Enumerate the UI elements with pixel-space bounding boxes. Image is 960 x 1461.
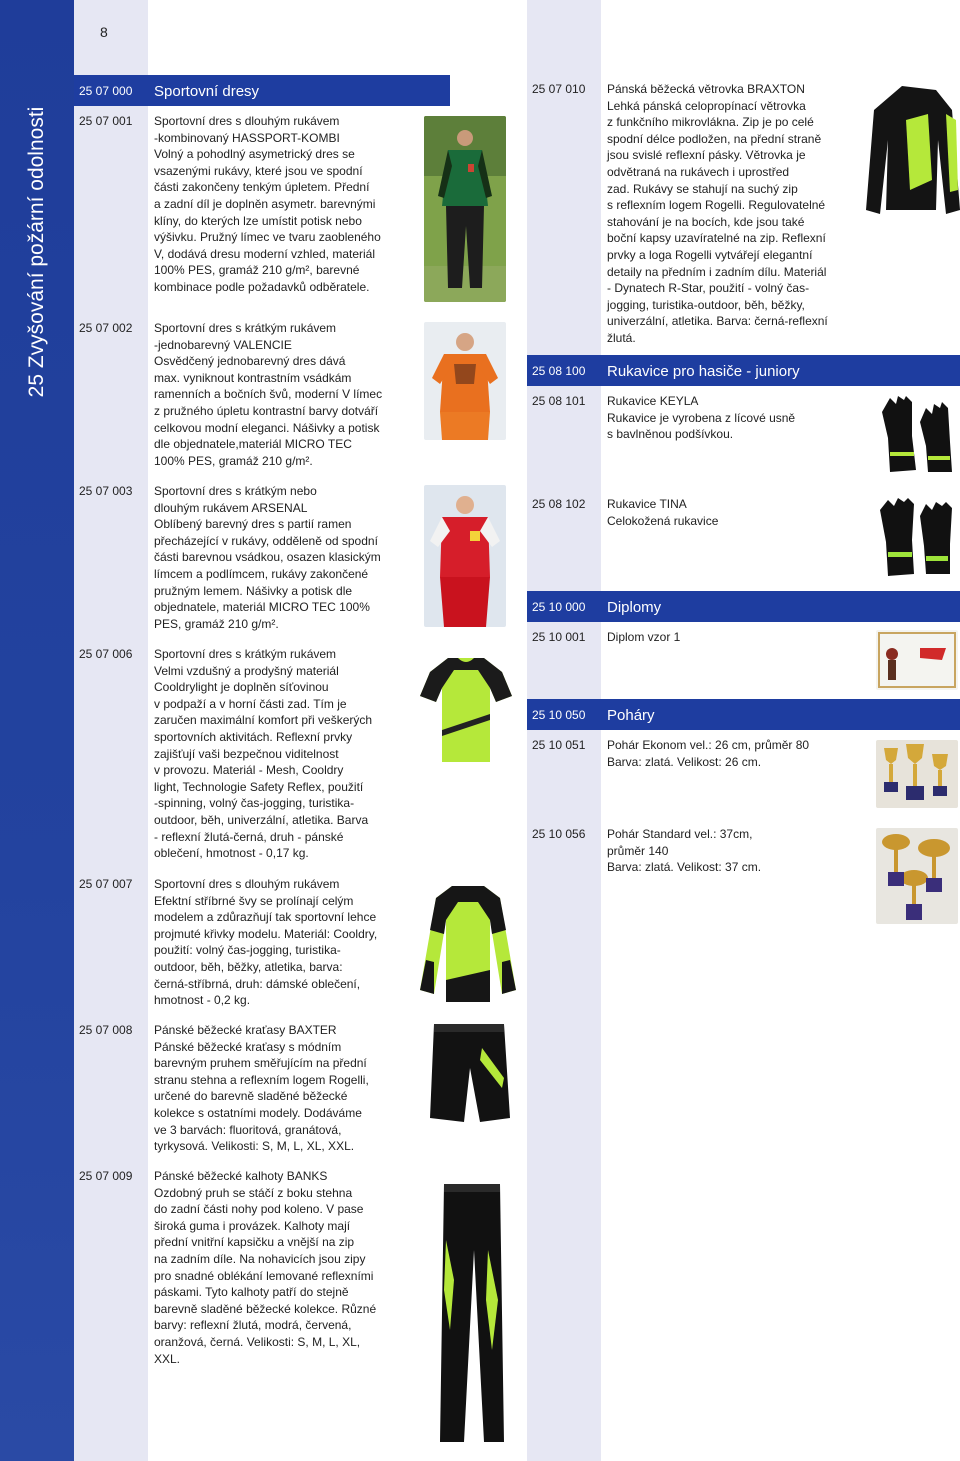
description-line: kolekce s ostatními modely. Dodáváme <box>154 1105 362 1120</box>
item-code: 25 07 006 <box>79 647 133 661</box>
description-line: tyrkysová. Velikosti: S, M, L, XL, XXL. <box>154 1139 355 1154</box>
photo-rukavice-keyla <box>876 392 956 474</box>
description-line: pro snadné oblékání lemované reflexními <box>154 1268 374 1283</box>
description-line: černá-stříbrná, druh: dámské oblečení, <box>154 976 361 991</box>
description-line: na zadním díle. Na nohavicích jsou zipy <box>154 1251 366 1266</box>
section-bar-diplomy <box>527 591 960 622</box>
description-line: stranu stehna a reflexním logem Rogelli, <box>154 1072 369 1087</box>
photo-dres-dlouhy-rukav <box>418 880 518 1008</box>
sidebar-title: 25 Zvyšování požární odolnosti <box>25 106 48 398</box>
photo-dres-hassport <box>424 116 506 302</box>
description-line: oblečení, hmotnost - 0,17 kg. <box>154 846 309 861</box>
description-line: -jednobarevný VALENCIE <box>154 337 292 352</box>
item-code: 25 07 007 <box>79 877 133 891</box>
description-line: Sportovní dres s dlouhým rukávem <box>154 114 340 128</box>
description-line: páskami. Tyto kalhoty patří do stejně <box>154 1285 349 1300</box>
description-line: -spinning, volný čas-jogging, turistika- <box>154 796 355 811</box>
description-line: odvětraná na rukávech i uprostřed <box>607 164 790 179</box>
description-line: jogging, turistika-outdoor, běh, běžky, <box>607 297 805 312</box>
description-line: v provozu. Materiál - Mesh, Cooldry <box>154 763 344 778</box>
section-title: Rukavice pro hasiče - juniory <box>607 363 800 380</box>
item-description <box>154 320 419 469</box>
description-line: části zakončeny tenkým úpletem. Přední <box>154 180 370 195</box>
section-title: Poháry <box>607 707 655 724</box>
description-line: Pánské běžecké kalhoty BANKS <box>154 1169 328 1183</box>
description-line: dlouhým rukávem ARSENAL <box>154 500 308 515</box>
description-line: zaručen maximální komfort při veškerých <box>154 713 373 728</box>
description-line: Sportovní dres s krátkým rukávem <box>154 647 337 661</box>
item-code: 25 07 003 <box>79 484 133 498</box>
item-code: 25 08 101 <box>532 394 586 408</box>
description-line: light, Technologie Safety Reflex, použití <box>154 779 364 794</box>
description-line: určené do barevně sladěné běžecké <box>154 1089 348 1104</box>
section-title: Diplomy <box>607 599 662 616</box>
photo-diplom <box>876 630 958 690</box>
description-line: přední vnitřní kapsičku a vnější na zip <box>154 1235 355 1250</box>
description-line: projmuté křivky modelu. Materiál: Cooldry, <box>154 926 378 941</box>
item-description <box>607 826 867 876</box>
section-bar-pohary <box>527 699 960 730</box>
description-line: ramenních a bočních švů, moderní V límec <box>154 387 383 402</box>
item-code: 25 07 010 <box>532 82 586 96</box>
section-bar-dresy <box>74 75 450 106</box>
description-line: límcem a podlímcem, rukávy zakončené <box>154 566 369 581</box>
photo-vetrovka-braxton <box>866 80 960 220</box>
description-line: žlutá. <box>607 330 636 345</box>
description-line: sportovních aktivitách. Reflexní prvky <box>154 729 353 744</box>
description-line: Pánská běžecká větrovka BRAXTON <box>607 82 805 96</box>
description-line: z funkčního mikrovlákna. Zip je po celé <box>607 115 814 130</box>
description-line: max. vyniknout kontrastním vsádkám <box>154 370 352 385</box>
item-description <box>607 393 867 443</box>
code-column-left <box>74 0 148 1461</box>
description-line: hmotnost - 0,2 kg. <box>154 993 251 1008</box>
description-line: s reflexním logem Rogelli. Regulovatelné <box>607 198 826 213</box>
description-line: stahování je na bocích, kde jsou také <box>607 214 805 229</box>
sidebar-tab <box>0 0 74 1461</box>
section-title: Sportovní dresy <box>154 83 260 100</box>
item-description <box>607 737 867 770</box>
description-line: průměr 140 <box>607 843 669 858</box>
description-line: přecházející v rukávy, odděleně od spodní <box>154 533 378 548</box>
description-line: modelem a zdůrazňují tak sportovní lehce <box>154 910 377 925</box>
description-line: Celokožená rukavice <box>607 513 719 528</box>
photo-rukavice-tina <box>876 494 956 578</box>
description-line: pružným lemem. Nášivky a potisk dle <box>154 583 353 598</box>
item-description <box>154 483 419 632</box>
description-line: Pánské běžecké kraťasy BAXTER <box>154 1023 337 1037</box>
section-code: 25 07 000 <box>79 84 133 98</box>
description-line: barevným pruhem směřujícím na přední <box>154 1056 367 1071</box>
description-line: Ozdobný pruh se stáčí z boku stehna <box>154 1185 353 1200</box>
description-line: v podpaží a v horní části zad. Tím je <box>154 696 347 711</box>
description-line: objednatele, materiál MICRO TEC 100% <box>154 600 370 615</box>
description-line: Pánské běžecké kraťasy s módním <box>154 1039 342 1054</box>
item-code: 25 07 009 <box>79 1169 133 1183</box>
description-line: dle objednatele,materiál MICRO TEC <box>154 437 352 452</box>
description-line: části barevnou vsádkou, osazen klasickým <box>154 550 381 565</box>
item-description <box>154 1022 419 1155</box>
photo-kratasy-baxter <box>424 1018 514 1138</box>
item-description <box>154 876 419 1009</box>
page-number: 8 <box>100 24 108 40</box>
description-line: prvky a loga Rogelli vytvářejí elegantní <box>607 247 813 262</box>
description-line: Velmi vzdušný a prodyšný materiál <box>154 663 339 678</box>
item-code: 25 07 008 <box>79 1023 133 1037</box>
description-line: použití: volný čas-jogging, turistika- <box>154 943 341 958</box>
section-bar-rukavice <box>527 355 960 386</box>
item-description <box>607 629 867 646</box>
item-code: 25 10 001 <box>532 630 586 644</box>
photo-pohar-ekonom <box>876 740 958 808</box>
description-line: Sportovní dres s dlouhým rukávem <box>154 877 340 891</box>
item-description <box>154 646 419 862</box>
photo-kalhoty-banks <box>430 1180 510 1450</box>
description-line: XXL. <box>154 1351 181 1366</box>
description-line: Sportovní dres s krátkým rukávem <box>154 321 337 335</box>
description-line: V, dodává dresu moderní vzhled, materiál <box>154 246 376 261</box>
section-code: 25 08 100 <box>532 364 586 378</box>
description-line: do zadní části nohy pod koleno. V pase <box>154 1202 364 1217</box>
description-line: široká guma i provázek. Kalhoty mají <box>154 1218 351 1233</box>
item-description <box>154 1168 419 1367</box>
description-line: celkovou modní eleganci. Nášivky a potisk <box>154 420 380 435</box>
item-description <box>607 81 867 347</box>
item-code: 25 07 001 <box>79 114 133 128</box>
description-line: Cooldrylight je doplněn síťovinou <box>154 680 329 695</box>
description-line: barvy: reflexní žlutá, modrá, červená, <box>154 1318 352 1333</box>
item-code: 25 08 102 <box>532 497 586 511</box>
description-line: outdoor, běh, běžky, atletika, barva: <box>154 959 343 974</box>
description-line: detaily na předním i zadním dílu. Materiál <box>607 264 827 279</box>
description-line: kombinace podle požadavků odběratele. <box>154 279 370 294</box>
description-line: výšivku. Pružný límec ve tvaru zaobleného <box>154 230 381 245</box>
description-line: spodní délce podložen, na přední straně <box>607 131 822 146</box>
description-line: outdoor, běh, univerzální, atletika. Barva <box>154 812 369 827</box>
description-line: ve 3 barvách: fluoritová, granátová, <box>154 1122 342 1137</box>
description-line: Rukavice KEYLA <box>607 394 699 408</box>
photo-dres-valencie <box>424 322 506 440</box>
description-line: vsazenými rukávy, které jsou ve spodní <box>154 163 363 178</box>
item-code: 25 10 051 <box>532 738 586 752</box>
description-line: PES, gramáž 210 g/m². <box>154 616 279 631</box>
description-line: 100% PES, gramáž 210 g/m², barevné <box>154 263 360 278</box>
description-line: zad. Rukávy se stahují na suchý zip <box>607 181 798 196</box>
description-line: a zadní díl je doplněn asymetr. barevnými <box>154 196 376 211</box>
description-line: Efektní stříbrné švy se prolínají celým <box>154 893 354 908</box>
photo-dres-cooldry <box>418 650 514 768</box>
description-line: zajišťují vaši bezpečnou viditelnost <box>154 746 339 761</box>
description-line: s bavlněnou podšívkou. <box>607 427 734 442</box>
description-line: Pohár Standard vel.: 37cm, <box>607 827 753 841</box>
description-line: - Dynatech R-Star, použití - volný čas- <box>607 281 810 296</box>
item-code: 25 10 056 <box>532 827 586 841</box>
photo-dres-arsenal <box>424 485 506 627</box>
description-line: Osvědčený jednobarevný dres dává <box>154 354 346 369</box>
section-code: 25 10 050 <box>532 708 586 722</box>
description-line: oranžová, černá. Velikosti: S, M, L, XL, <box>154 1334 361 1349</box>
description-line: Pohár Ekonom vel.: 26 cm, průměr 80 <box>607 738 810 752</box>
description-line: 100% PES, gramáž 210 g/m². <box>154 453 313 468</box>
description-line: barevně sladěné běžecké kolekce. Různé <box>154 1301 377 1316</box>
description-line: boční kapsy uzavíratelné na zip. Reflexní <box>607 231 826 246</box>
description-line: Diplom vzor 1 <box>607 630 681 644</box>
description-line: Rukavice TINA <box>607 497 687 511</box>
item-description <box>607 496 867 529</box>
description-line: Sportovní dres s krátkým nebo <box>154 484 317 498</box>
description-line: -kombinovaný HASSPORT-KOMBI <box>154 130 340 145</box>
description-line: Barva: zlatá. Velikost: 26 cm. <box>607 754 762 769</box>
photo-pohar-standard <box>876 828 958 924</box>
description-line: Lehká pánská celopropínací větrovka <box>607 98 806 113</box>
description-line: z pružného úpletu kontrastní barvy dotváří <box>154 403 379 418</box>
item-code: 25 07 002 <box>79 321 133 335</box>
description-line: jsou svislé reflexní pásky. Větrovka je <box>607 148 806 163</box>
description-line: univerzální, atletika. Barva: černá-reflexní <box>607 314 828 329</box>
description-line: klíny, do kterých lze umístit potisk nebo <box>154 213 362 228</box>
item-description <box>154 113 419 296</box>
description-line: Barva: zlatá. Velikost: 37 cm. <box>607 860 762 875</box>
section-code: 25 10 000 <box>532 600 586 614</box>
description-line: - reflexní žlutá-černá, druh - pánské <box>154 829 344 844</box>
description-line: Oblíbený barevný dres s partií ramen <box>154 517 352 532</box>
description-line: Volný a pohodlný asymetrický dres se <box>154 147 355 162</box>
description-line: Rukavice je vyrobena z lícové usně <box>607 410 796 425</box>
